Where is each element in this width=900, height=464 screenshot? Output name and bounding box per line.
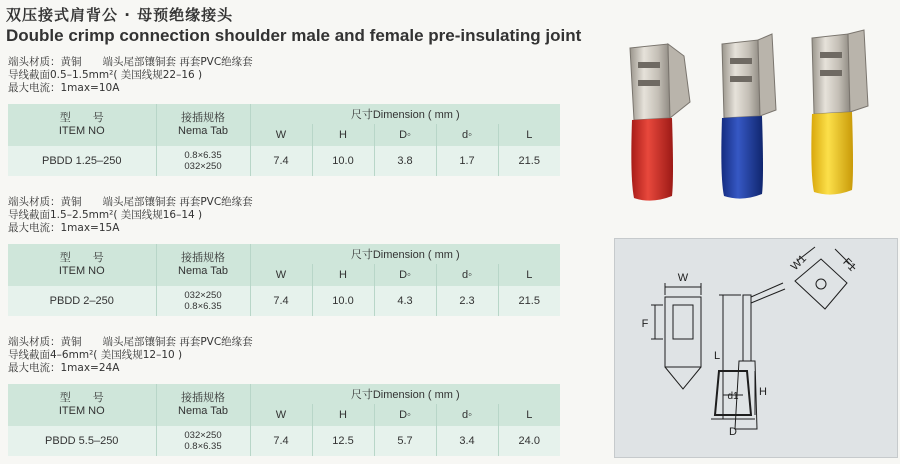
cell-d-small: 3.4 [436,426,498,456]
spec-max-current: 最大电流：1max=24A [8,362,120,374]
col-w: W [250,124,312,146]
cell-l: 24.0 [498,426,560,456]
spec-wire-section: 导线截面1.5–2.5mm²( 美国线规16–14 ) [8,209,203,221]
label-w: W [677,272,689,284]
header-tab: 接插规格 Nema Tab [156,104,250,146]
spec-block-2 [8,196,253,235]
connector-product-photo [612,18,896,214]
spec-table-1 [8,104,560,176]
spec-wire-section: 导线截面4–6mm²( 美国线规12–10 ) [8,349,183,361]
cell-h: 12.5 [312,426,374,456]
col-h: H [312,264,374,286]
cell-d: 4.3 [374,286,436,316]
cell-tab: 032×250 0.8×6.35 [156,286,250,316]
label-d1: d1 [727,391,739,402]
label-h: H [759,386,767,398]
col-w: W [250,264,312,286]
cell-tab: 032×250 0.8×6.35 [156,426,250,456]
cell-l: 21.5 [498,286,560,316]
cell-d: 3.8 [374,146,436,176]
col-d: D◦ [374,404,436,426]
spec-table-3 [8,384,560,456]
cell-model: PBDD 2–250 [8,286,156,316]
col-d: D◦ [374,264,436,286]
header-model: 型 号 ITEM NO [8,244,156,286]
header-dimension: 尺寸Dimension ( mm ) [250,384,560,404]
col-l: L [498,124,560,146]
col-h: H [312,124,374,146]
header-tab: 接插规格 Nema Tab [156,384,250,426]
cell-d: 5.7 [374,426,436,456]
title-chinese: 双压接式肩背公 · 母预绝缘接头 [6,6,234,24]
col-d: D◦ [374,124,436,146]
col-d-small: d◦ [436,404,498,426]
cell-d-small: 1.7 [436,146,498,176]
cell-model: PBDD 1.25–250 [8,146,156,176]
cell-model: PBDD 5.5–250 [8,426,156,456]
title-english: Double crimp connection shoulder male and female pre-insulating joint [6,26,582,45]
col-d-small: d◦ [436,124,498,146]
spec-max-current: 最大电流：1max=15A [8,222,120,234]
header-dimension: 尺寸Dimension ( mm ) [250,104,560,124]
label-w1: W1 [788,252,809,273]
label-d: D [729,426,737,438]
cell-tab: 0.8×6.35 032×250 [156,146,250,176]
cell-h: 10.0 [312,146,374,176]
col-l: L [498,264,560,286]
connector-dimension-drawing [614,238,898,458]
spec-wire-section: 导线截面0.5–1.5mm²( 美国线规22–16 ) [8,69,203,81]
label-f1: F1 [840,256,858,274]
cell-w: 7.4 [250,286,312,316]
spec-material: 端头材质：黄铜 端头尾部镶铜套 再套PVC绝缘套 [8,196,253,208]
label-f: F [641,318,649,330]
col-l: L [498,404,560,426]
spec-block-1 [8,56,253,95]
label-l: L [713,350,721,362]
col-d-small: d◦ [436,264,498,286]
header-dimension: 尺寸Dimension ( mm ) [250,244,560,264]
header-tab: 接插规格 Nema Tab [156,244,250,286]
cell-d-small: 2.3 [436,286,498,316]
cell-l: 21.5 [498,146,560,176]
cell-w: 7.4 [250,146,312,176]
cell-w: 7.4 [250,426,312,456]
yellow-connector [811,30,868,195]
header-model: 型 号 ITEM NO [8,104,156,146]
spec-max-current: 最大电流：1max=10A [8,82,120,94]
spec-block-3 [8,336,253,375]
cell-h: 10.0 [312,286,374,316]
col-h: H [312,404,374,426]
spec-material: 端头材质：黄铜 端头尾部镶铜套 再套PVC绝缘套 [8,56,253,68]
blue-connector [721,34,776,199]
header-model: 型 号 ITEM NO [8,384,156,426]
spec-table-2 [8,244,560,316]
spec-material: 端头材质：黄铜 端头尾部镶铜套 再套PVC绝缘套 [8,336,253,348]
red-connector [630,44,690,201]
col-w: W [250,404,312,426]
